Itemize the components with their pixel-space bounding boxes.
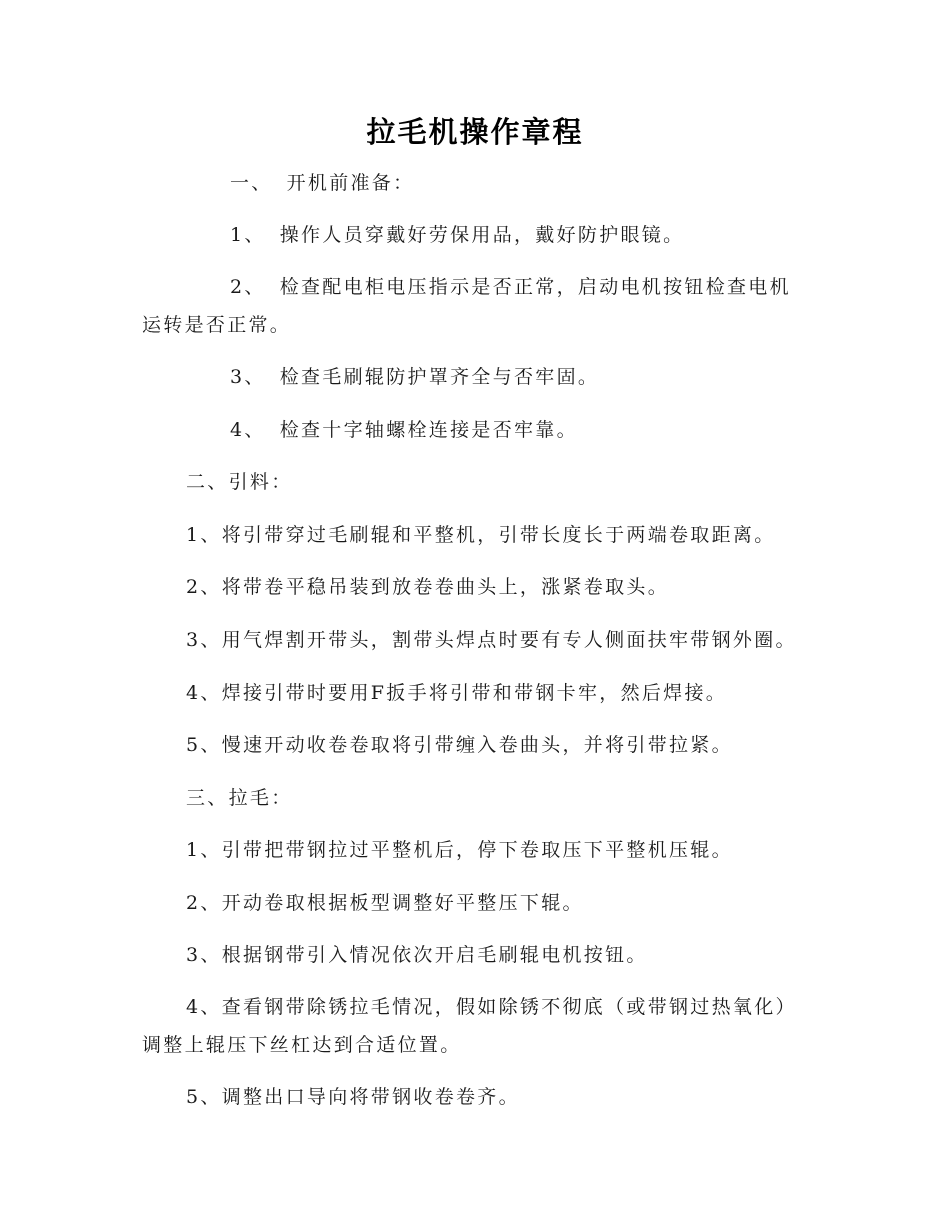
item-text: 检查毛刷辊防护罩齐全与否牢固。 — [279, 366, 600, 388]
item-text: 检查十字轴螺栓连接是否牢靠。 — [279, 419, 578, 441]
list-item: 5、慢速开动收卷卷取将引带缠入卷曲头，并将引带拉紧。 — [186, 734, 733, 756]
list-item: 3、根据钢带引入情况依次开启毛刷辊电机按钮。 — [186, 944, 648, 966]
item-number: 3、 — [230, 366, 266, 388]
list-item: 3、用气焊割开带头，割带头焊点时要有专人侧面扶牢带钢外圈。 — [186, 629, 797, 651]
list-item: 1、将引带穿过毛刷辊和平整机，引带长度长于两端卷取距离。 — [186, 524, 776, 546]
section-heading-2: 二、引料： — [186, 471, 293, 493]
section-heading-number: 一、 — [230, 172, 273, 194]
section-heading-3: 三、拉毛： — [186, 787, 293, 809]
document-title: 拉毛机操作章程 — [366, 115, 584, 149]
list-item — [142, 358, 807, 396]
list-item: 5、调整出口导向将带钢收卷卷齐。 — [186, 1086, 520, 1108]
list-item — [142, 268, 807, 344]
list-item — [142, 411, 807, 449]
list-item: 2、将带卷平稳吊装到放卷卷曲头上，涨紧卷取头。 — [186, 576, 669, 598]
list-item: 1、引带把带钢拉过平整机后，停下卷取压下平整机压辊。 — [186, 839, 733, 861]
section-heading-1 — [142, 164, 807, 202]
section-heading-text: 开机前准备： — [286, 172, 415, 194]
item-number: 2、 — [230, 276, 266, 298]
list-item: 2、开动卷取根据板型调整好平整压下辊。 — [186, 892, 584, 914]
list-item — [142, 216, 807, 254]
item-number: 4、 — [230, 419, 266, 441]
item-text: 检查配电柜电压指示是否正常，启动电机按钮检查电机运转是否正常。 — [142, 276, 791, 336]
list-item: 4、查看钢带除锈拉毛情况，假如除锈不彻底（或带钢过热氧化）调整上辊压下丝杠达到合适位置。 — [142, 996, 797, 1056]
item-text: 操作人员穿戴好劳保用品，戴好防护眼镜。 — [279, 224, 685, 246]
list-item: 4、焊接引带时要用F扳手将引带和带钢卡牢，然后焊接。 — [186, 682, 728, 704]
item-number: 1、 — [230, 224, 266, 246]
